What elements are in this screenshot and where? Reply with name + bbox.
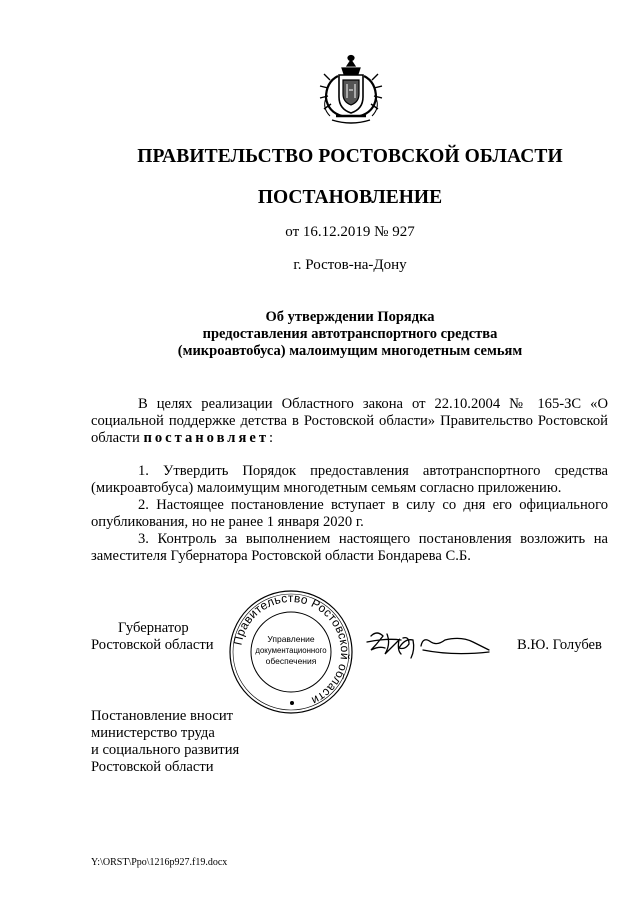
preamble-text: В целях реализации Областного закона от 22.10.2004 № 165-ЗС «О социальной поддержке детства в Ростовской области» Правительство Ростовской области [91,396,608,446]
official-stamp [227,588,355,716]
government-title: ПРАВИТЕЛЬСТВО РОСТОВСКОЙ ОБЛАСТИ [137,146,563,167]
resolves-keyword: постановляет [143,430,270,446]
position-line: Губернатор [118,620,189,636]
resolution-item: 1. Утвердить Порядок предоставления автотранспортного средства (микроавтобуса) малоимущим многодетным семьям согласно приложению. [91,463,608,496]
document-type: ПОСТАНОВЛЕНИЕ [257,187,443,208]
file-path-footer: Y:\ORST\Ppo\1216p927.f19.docx [91,857,228,868]
preamble-paragraph [91,396,608,447]
stamp-dot [290,701,294,705]
stamp-inner-line: Управление [267,634,315,644]
city-line: г. Ростов-на-Дону [293,257,407,273]
agency-line: и социального развития [91,742,240,758]
resolution-item: 2. Настоящее постановление вступает в силу со дня его официального опубликования, но не ранее 1 января 2020 г. [91,497,608,530]
subject-line: (микроавтобуса) малоимущим многодетным семьям [177,343,523,359]
resolution-items [91,463,608,565]
subject-line: предоставления автотранспортного средства [202,326,498,342]
stamp-ring-text: Правительство Ростовской области [230,590,353,708]
stamp-inner-line: обеспечения [265,656,317,666]
document-subject [0,309,640,360]
resolution-item: 3. Контроль за выполнением настоящего постановления возложить на заместителя Губернатора Ростовской области Бондарева С.Б. [91,531,608,564]
stamp-inner-line: документационного [255,646,327,655]
coat-of-arms-icon [318,54,384,124]
submitting-agency [91,708,239,776]
signatory-name: В.Ю. Голубев [517,637,602,653]
agency-line: министерство труда [91,725,215,741]
date-number-line: от 16.12.2019 № 927 [285,224,415,240]
signatory-position [91,620,214,654]
subject-line: Об утверждении Порядка [265,309,435,325]
agency-line: Ростовской области [91,759,214,775]
agency-line: Постановление вносит [91,708,234,724]
position-line: Ростовской области [91,637,214,653]
preamble-colon: : [269,430,274,446]
handwritten-signature [363,624,493,664]
